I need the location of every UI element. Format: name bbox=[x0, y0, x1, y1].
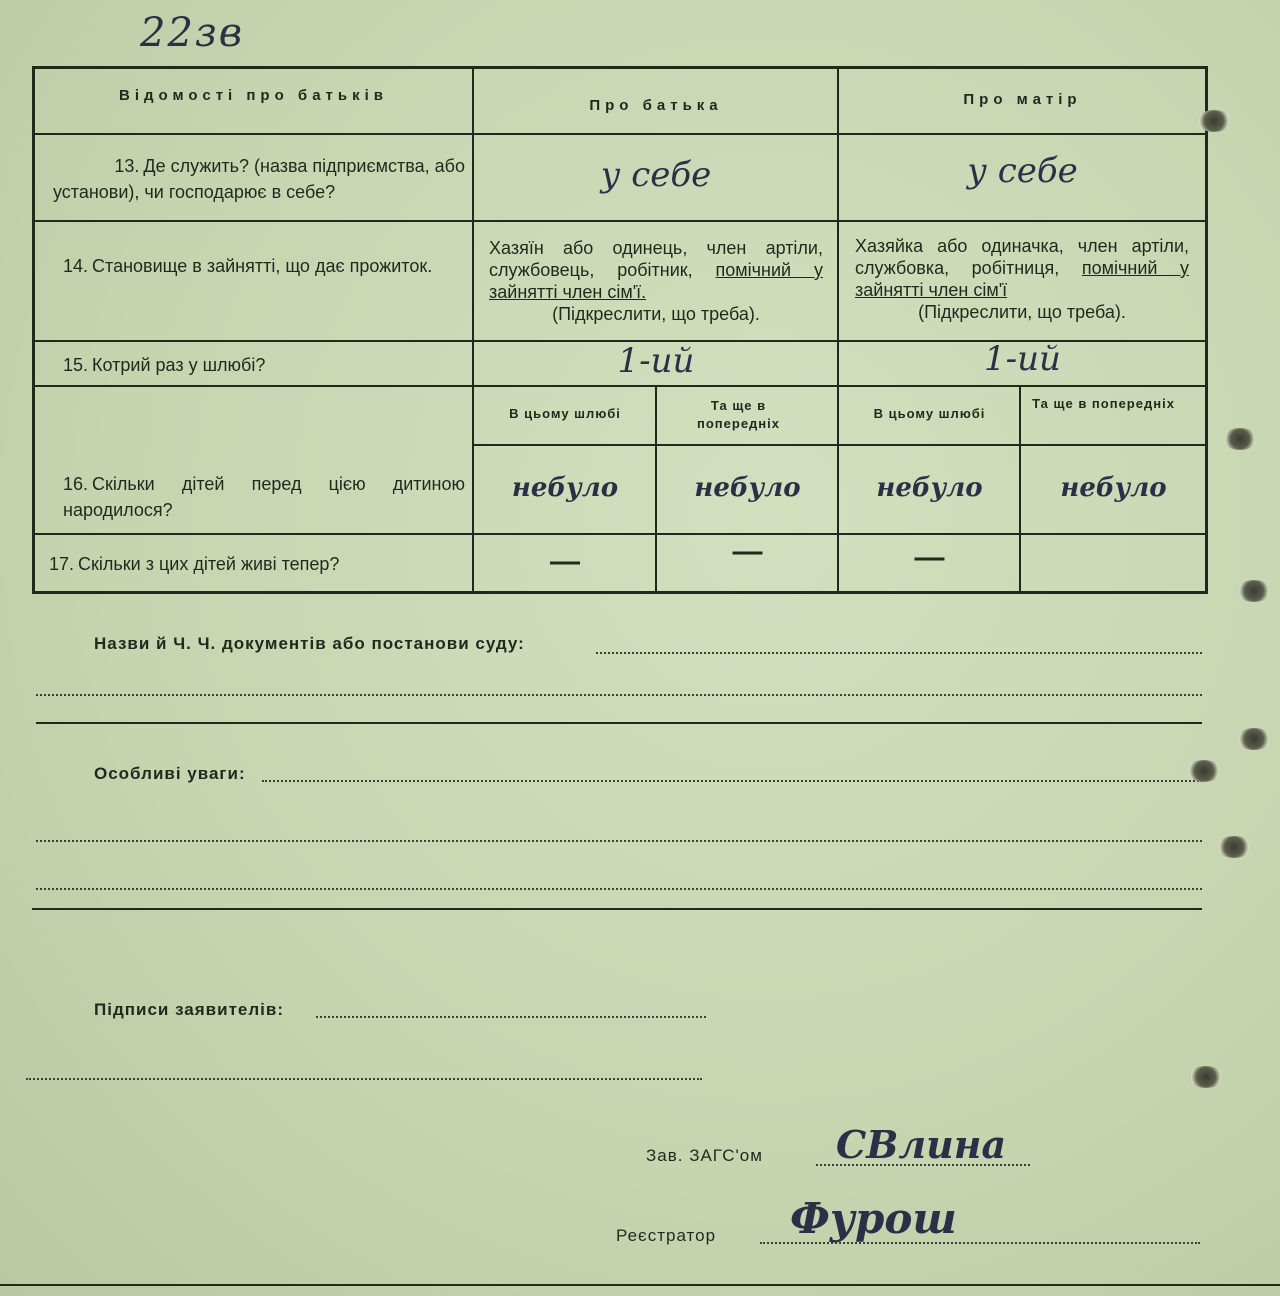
binding-hole bbox=[1188, 1066, 1224, 1088]
mother-options-hint: (Підкреслити, що треба). bbox=[918, 302, 1126, 322]
column-divider bbox=[1019, 385, 1021, 591]
binding-hole bbox=[1186, 760, 1222, 782]
question-14-number: 14. bbox=[63, 256, 89, 276]
subheader-father-this-marriage: В цьому шлюбі bbox=[509, 406, 621, 421]
header-mother: Про матір bbox=[963, 91, 1082, 108]
binding-hole bbox=[1236, 728, 1272, 750]
applicants-signature-line bbox=[26, 1078, 702, 1080]
registrar-signature: Фурош bbox=[790, 1194, 957, 1243]
parents-info-table bbox=[32, 66, 1208, 594]
documents-fill-line bbox=[36, 694, 1202, 696]
zags-head-label: Зав. ЗАГС'ом bbox=[646, 1146, 763, 1165]
question-17 bbox=[49, 551, 465, 577]
applicants-signatures-label: Підписи заявителів: bbox=[94, 1000, 284, 1019]
question-13-number: 13. bbox=[114, 156, 140, 176]
section-rule bbox=[32, 908, 1202, 910]
question-17-text: Скільки з цих дітей живі тепер? bbox=[78, 554, 340, 574]
applicants-signature-line bbox=[316, 1016, 706, 1018]
father-options-text: Хазяїн або одинець, член артіли, службовець, робітник, bbox=[489, 238, 823, 280]
column-divider bbox=[472, 69, 474, 591]
question-13-text: Де служить? (назва підприємства, або установи), чи господарює в себе? bbox=[53, 156, 465, 202]
registrar-label: Реєстратор bbox=[616, 1226, 717, 1245]
question-16-number: 16. bbox=[63, 474, 89, 494]
row-divider bbox=[35, 385, 1205, 387]
living-children-father-previous: — bbox=[732, 535, 763, 568]
documents-label: Назви й Ч. Ч. документів або постанови суду: bbox=[94, 634, 525, 653]
header-parents-info: Відомості про батьків bbox=[119, 87, 388, 104]
remarks-fill-line bbox=[36, 888, 1202, 890]
subheader-mother-previous: Та ще в попередніх bbox=[1032, 396, 1175, 411]
row-divider bbox=[35, 220, 1205, 222]
father-workplace: у себе bbox=[600, 155, 712, 195]
binding-hole bbox=[1196, 110, 1232, 132]
mother-workplace: у себе bbox=[967, 151, 1078, 191]
page-number: 22зв bbox=[140, 10, 244, 56]
row-divider bbox=[35, 533, 1205, 535]
remarks-fill-line bbox=[262, 780, 1202, 782]
header-father: Про батька bbox=[589, 97, 723, 114]
question-15 bbox=[63, 352, 465, 378]
mother-options-underlined: помічний у зайнятті член сім'ї bbox=[855, 258, 1189, 300]
question-13 bbox=[53, 153, 465, 205]
living-children-father-this-marriage: — bbox=[550, 545, 580, 578]
bottom-rule bbox=[0, 1284, 1280, 1286]
question-16 bbox=[63, 471, 465, 523]
question-14-text: Становище в зайнятті, що дає прожиток. bbox=[92, 256, 433, 276]
father-occupation-options bbox=[483, 237, 829, 325]
living-children-mother-this-marriage: — bbox=[914, 541, 945, 574]
children-father-previous: небуло bbox=[694, 473, 801, 503]
children-mother-previous: небуло bbox=[1060, 473, 1167, 503]
mother-options-text: Хазяйка або одиначка, член артіли, службовка, робітниця, bbox=[855, 236, 1189, 278]
binding-hole bbox=[1222, 428, 1258, 450]
remarks-label: Особливі уваги: bbox=[94, 764, 246, 783]
column-divider bbox=[837, 69, 839, 591]
section-rule bbox=[36, 722, 1202, 724]
zags-head-signature: СВлина bbox=[836, 1122, 1007, 1167]
subheader-father-previous: Та ще в попередніх bbox=[697, 398, 780, 431]
children-mother-this-marriage: небуло bbox=[876, 473, 983, 503]
documents-fill-line bbox=[596, 652, 1202, 654]
question-15-text: Котрий раз у шлюбі? bbox=[92, 355, 266, 375]
question-14 bbox=[63, 253, 465, 279]
column-divider bbox=[655, 385, 657, 591]
binding-hole bbox=[1236, 580, 1272, 602]
children-father-this-marriage: небуло bbox=[511, 473, 619, 503]
father-options-hint: (Підкреслити, що треба). bbox=[552, 304, 760, 324]
question-16-text: Скільки дітей перед цією дитиною народилося? bbox=[63, 474, 465, 520]
mother-occupation-options bbox=[849, 235, 1195, 323]
binding-hole bbox=[1216, 836, 1252, 858]
question-17-number: 17. bbox=[49, 554, 75, 574]
father-options-underlined: помічний у зайнятті член сім'ї. bbox=[489, 260, 823, 302]
remarks-fill-line bbox=[36, 840, 1202, 842]
mother-marriage-count: 1-ий bbox=[984, 339, 1061, 379]
subheader-mother-this-marriage: В цьому шлюбі bbox=[873, 406, 986, 421]
father-marriage-count: 1-ий bbox=[617, 341, 695, 381]
question-15-number: 15. bbox=[63, 355, 89, 375]
row-divider bbox=[35, 133, 1205, 135]
